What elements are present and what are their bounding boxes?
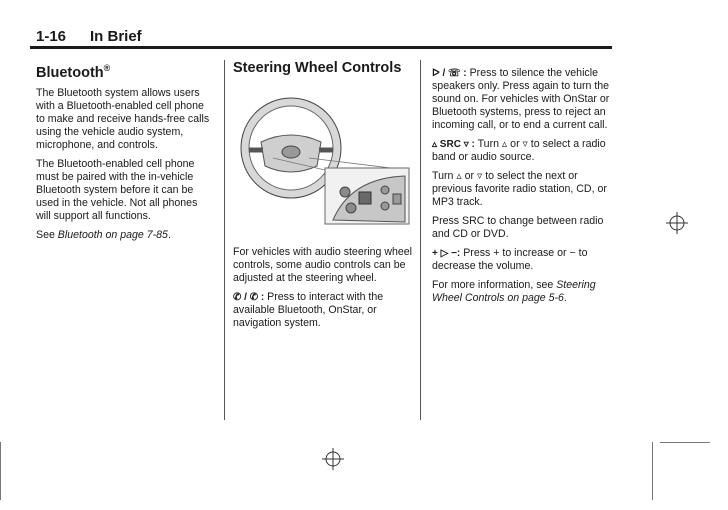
src-control-icon: ▵ SRC ▿ : <box>432 139 475 150</box>
src-paragraph: ▵ SRC ▿ : Turn ▵ or ▿ to select a radio band or audio source. <box>432 138 606 163</box>
station-paragraph: Turn ▵ or ▿ to select the next or previous favorite radio station, CD, or MP3 track. <box>432 170 607 208</box>
steering-controls-page-link[interactable]: Steering Wheel Controls on page 5-6 <box>432 279 596 304</box>
more-info-paragraph: For more information, see Steering Wheel Controls on page 5-6. <box>432 279 596 304</box>
steering-wheel-paragraph-1: For vehicles with audio steering wheel controls, some audio controls can be adjusted at the steering wheel. <box>233 246 413 284</box>
steering-wheel-illustration <box>233 92 411 242</box>
column-bluetooth <box>36 62 214 248</box>
bluetooth-heading: Bluetooth® <box>36 63 111 81</box>
crop-mark <box>660 442 710 443</box>
section-title: In Brief <box>90 28 142 45</box>
crop-mark <box>0 442 1 500</box>
mute-paragraph: ᐅ / ☏ : Press to silence the vehicle speakers only. Press again to turn the sound on. For vehicles with OnStar or Bluetooth systems, press to reject an incoming call, or to end a current call. <box>432 67 610 131</box>
volume-paragraph: + ▷ −: Press + to increase or − to decrease the volume. <box>432 247 588 272</box>
steering-wheel-heading: Steering Wheel Controls <box>233 60 402 76</box>
column-steering-wheel-text <box>233 246 415 336</box>
volume-icon: + ▷ −: <box>432 248 461 259</box>
src-change-paragraph: Press SRC to change between radio and CD or DVD. <box>432 215 604 240</box>
bluetooth-paragraph-1: The Bluetooth system allows users with a Bluetooth-enabled cell phone to make and receive hands-free calls using the vehicle audio system, microphone, and controls. <box>36 87 210 151</box>
mute-end-call-icon: ᐅ / ☏ : <box>432 68 467 79</box>
header-rule <box>30 46 612 49</box>
steering-wheel-paragraph-2: ✆ / ✆ : Press to interact with the available Bluetooth, OnStar, or navigation system. <box>233 291 384 329</box>
column-divider <box>420 60 421 420</box>
bluetooth-page-link[interactable]: Bluetooth on page 7-85 <box>57 229 168 241</box>
page-number: 1-16 <box>36 28 67 45</box>
registration-mark-icon <box>322 448 344 470</box>
bluetooth-reference: See Bluetooth on page 7-85. <box>36 229 171 241</box>
column-divider <box>224 60 225 420</box>
registration-mark-icon <box>666 212 688 234</box>
steering-wheel-svg <box>233 92 411 242</box>
column-controls <box>432 67 612 311</box>
crop-mark <box>652 442 653 500</box>
column-steering-wheel <box>233 62 413 82</box>
phone-microphone-icon: ✆ / ✆ : <box>233 292 265 303</box>
bluetooth-paragraph-2: The Bluetooth-enabled cell phone must be paired with the in-vehicle Bluetooth system before it can be used in the vehicle. Not all phones will support all functions. <box>36 158 198 222</box>
